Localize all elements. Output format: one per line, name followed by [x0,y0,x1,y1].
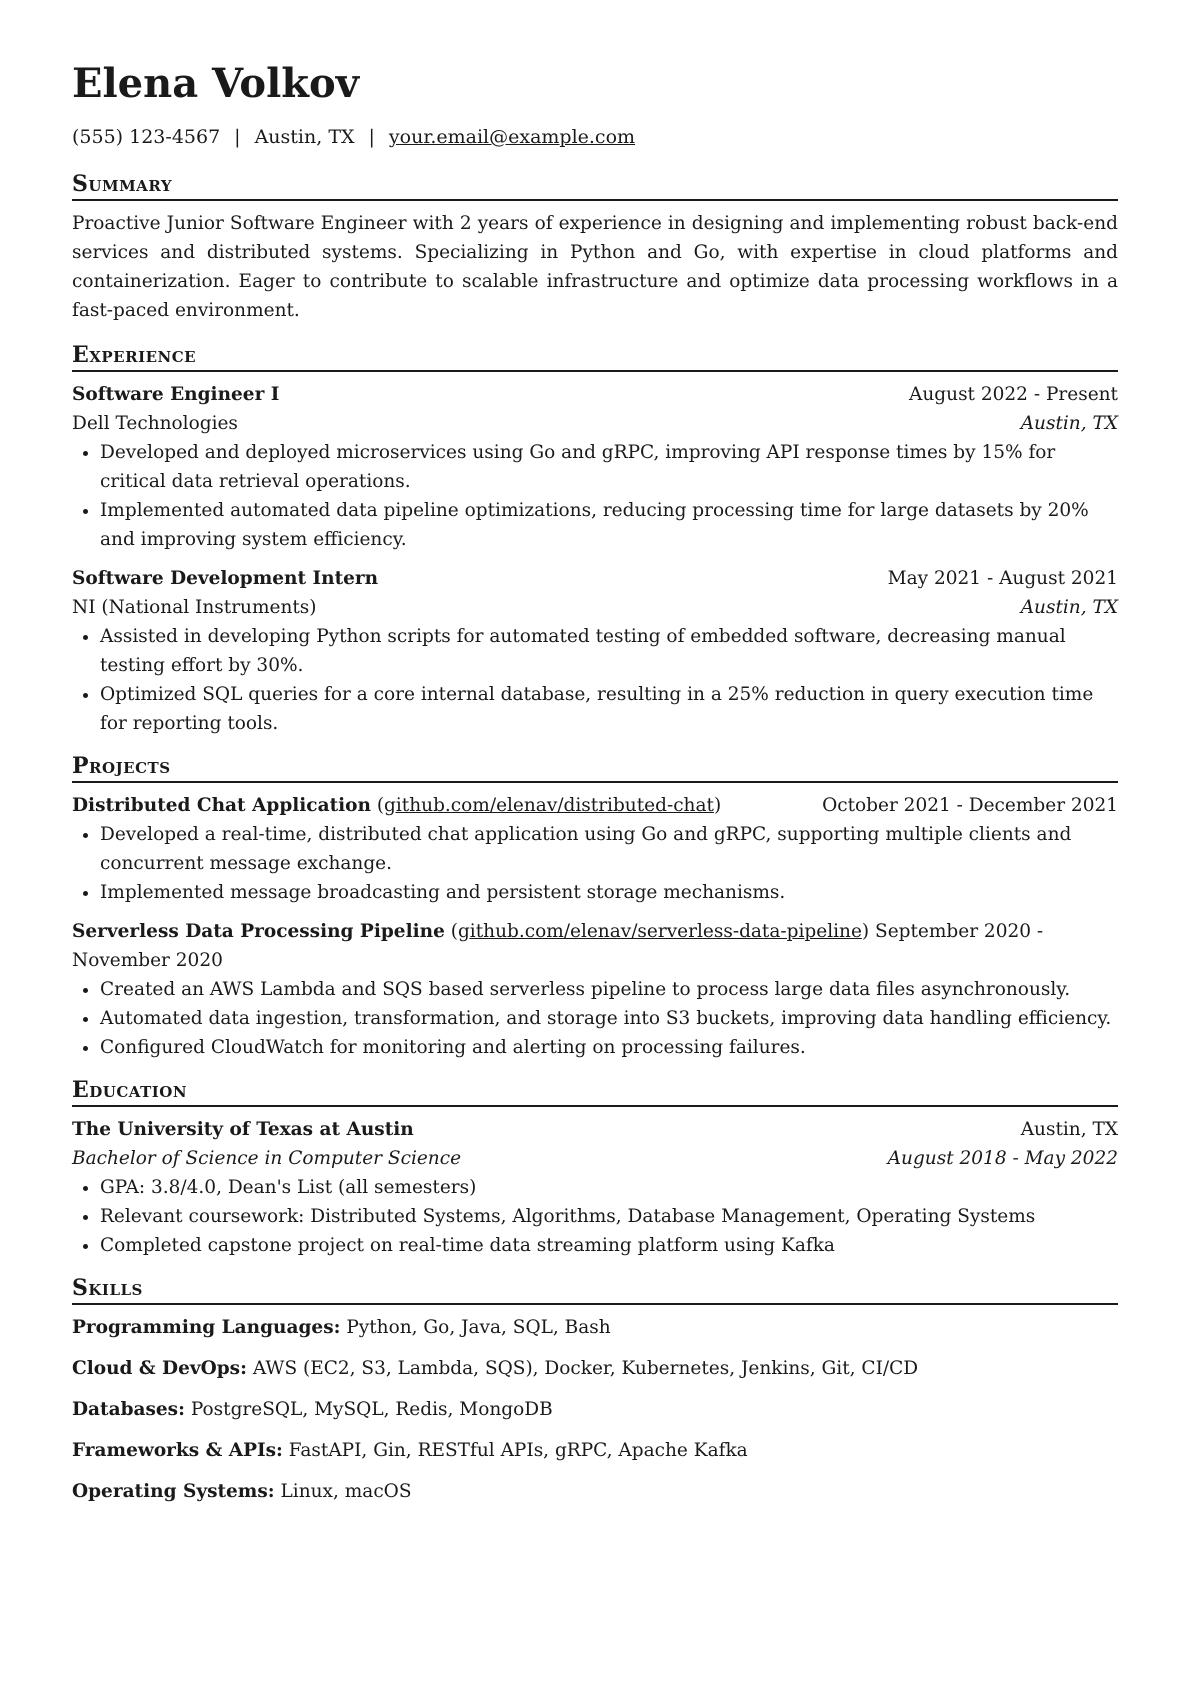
project-link[interactable]: github.com/elenav/distributed-chat [384,795,714,816]
skill-value: AWS (EC2, S3, Lambda, SQS), Docker, Kubernetes, Jenkins, Git, CI/CD [252,1358,919,1379]
skill-value: Python, Go, Java, SQL, Bash [346,1317,611,1338]
list-item: • Automated data ingestion, transformation, and storage into S3 buckets, improving data handling efficiency. [100,1004,1118,1033]
job-entry [72,380,1118,554]
job-company: NI (National Instruments) [72,597,317,618]
contact-separator: | [368,126,375,148]
project-header [72,791,1118,820]
education-header [72,1115,1118,1144]
section-title-experience: Experience [72,341,1118,372]
job-subheader [72,409,1118,438]
section-title-summary: Summary [72,170,1118,201]
list-item: • Developed and deployed microservices using Go and gRPC, improving API response times by 15% for critical data retrieval operations. [100,438,1118,496]
job-dates: May 2021 - August 2021 [887,568,1118,589]
job-role: Software Engineer I [72,384,280,405]
skill-line [72,1477,1118,1506]
list-item: • Configured CloudWatch for monitoring and alerting on processing failures. [100,1033,1118,1062]
project-bullets [72,975,1118,1062]
email-link[interactable]: your.email@example.com [388,126,636,148]
project-dates: October 2021 - December 2021 [822,795,1118,816]
skill-line [72,1436,1118,1465]
education-subheader [72,1144,1118,1173]
section-title-projects: Projects [72,752,1118,783]
skill-value: Linux, macOS [280,1481,412,1502]
skill-label: Operating Systems: [72,1481,275,1502]
skill-label: Databases: [72,1399,185,1420]
experience-section [72,341,1118,738]
skill-line [72,1395,1118,1424]
projects-section [72,752,1118,1062]
section-title-skills: Skills [72,1274,1118,1305]
list-item: • Assisted in developing Python scripts for automated testing of embedded software, decreasing manual testing effort by 30%. [100,622,1118,680]
education-section [72,1076,1118,1260]
project-entry [72,791,1118,907]
project-title-group: Distributed Chat Application (github.com/elenav/distributed-chat) [72,795,722,816]
list-item: • Developed a real-time, distributed chat application using Go and gRPC, supporting multiple clients and concurrent message exchange. [100,820,1118,878]
skill-line [72,1313,1118,1342]
list-item: • Created an AWS Lambda and SQS based serverless pipeline to process large data files asynchronously. [100,975,1118,1004]
skills-section [72,1274,1118,1506]
job-location: Austin, TX [1020,413,1118,434]
list-item: • Relevant coursework: Distributed Systems, Algorithms, Database Management, Operating Systems [100,1202,1118,1231]
education-bullets [72,1173,1118,1260]
list-item: • Optimized SQL queries for a core internal database, resulting in a 25% reduction in query execution time for reporting tools. [100,680,1118,738]
project-header: Serverless Data Processing Pipeline (github.com/elenav/serverless-data-pipeline) September 2020 - November 2020 [72,921,1044,971]
project-name: Distributed Chat Application [72,795,371,816]
project-entry [72,917,1118,1062]
section-title-education: Education [72,1076,1118,1107]
skill-value: FastAPI, Gin, RESTful APIs, gRPC, Apache Kafka [288,1440,748,1461]
project-link[interactable]: github.com/elenav/serverless-data-pipeline [457,921,862,942]
degree: Bachelor of Science in Computer Science [72,1148,462,1169]
project-bullets [72,820,1118,907]
skill-label: Frameworks & APIs: [72,1440,283,1461]
skill-line [72,1354,1118,1383]
contact-line [72,124,1118,170]
location: Austin, TX [254,126,355,148]
summary-section [72,170,1118,325]
skill-value: PostgreSQL, MySQL, Redis, MongoDB [190,1399,553,1420]
list-item: • Completed capstone project on real-time data streaming platform using Kafka [100,1231,1118,1260]
job-bullets [72,622,1118,738]
job-header [72,564,1118,593]
summary-text: Proactive Junior Software Engineer with 2 years of experience in designing and implementing robust back-end services and distributed systems. Specializing in Python and Go, with expertise in cloud platforms and containerization. Eager to contribute to scalable infrastructure and optimize data processing workflows in a fast-paced environment. [72,213,1118,321]
skill-label: Cloud & DevOps: [72,1358,247,1379]
job-entry [72,564,1118,738]
school-name: The University of Texas at Austin [72,1119,414,1140]
job-bullets [72,438,1118,554]
job-location: Austin, TX [1020,597,1118,618]
contact-separator: | [234,126,241,148]
project-name: Serverless Data Processing Pipeline [72,921,445,942]
job-company: Dell Technologies [72,413,238,434]
list-item: • GPA: 3.8/4.0, Dean's List (all semesters) [100,1173,1118,1202]
skill-label: Programming Languages: [72,1317,341,1338]
list-item: • Implemented automated data pipeline optimizations, reducing processing time for large datasets by 20% and improving system efficiency. [100,496,1118,554]
candidate-name: Elena Volkov [72,60,359,107]
school-location: Austin, TX [1020,1119,1118,1140]
education-dates: August 2018 - May 2022 [887,1148,1118,1169]
job-header [72,380,1118,409]
job-role: Software Development Intern [72,568,379,589]
job-subheader [72,593,1118,622]
list-item: • Implemented message broadcasting and persistent storage mechanisms. [100,878,1118,907]
project-dates: September 2020 - November 2020 [72,921,1044,971]
phone-number: (555) 123-4567 [72,126,221,148]
job-dates: August 2022 - Present [909,384,1118,405]
